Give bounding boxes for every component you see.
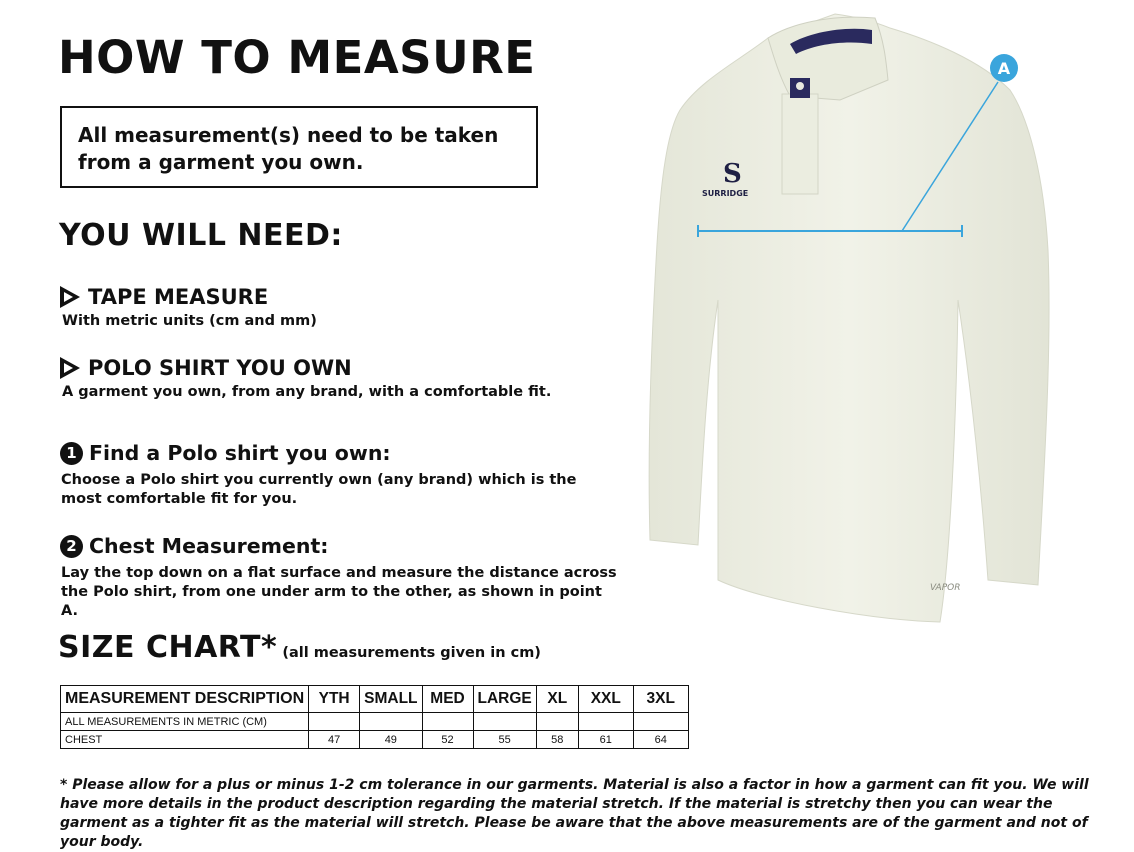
shirt-body xyxy=(649,14,1049,622)
step-number-badge: 1 xyxy=(60,442,83,465)
table-cell: 52 xyxy=(422,731,473,749)
play-triangle-icon xyxy=(60,357,80,379)
size-chart-subtitle: (all measurements given in cm) xyxy=(282,645,541,661)
table-cell: CHEST xyxy=(61,731,309,749)
brand-logo: S xyxy=(723,159,742,189)
table-cell: 55 xyxy=(473,731,536,749)
table-cell xyxy=(360,713,422,731)
sleeve-mark: VAPOR xyxy=(930,583,961,593)
column-header: MED xyxy=(422,686,473,713)
step-title: Chest Measurement: xyxy=(89,534,329,558)
size-chart-table xyxy=(60,685,689,749)
step-desc: Lay the top down on a flat surface and measure the distance across the Polo shirt, from one under arm to the other, as shown in point A. xyxy=(61,565,617,619)
play-triangle-icon xyxy=(60,286,80,308)
table-cell xyxy=(422,713,473,731)
table-header-row xyxy=(61,686,689,713)
shirt-collar xyxy=(768,17,888,100)
page-title: HOW TO MEASURE xyxy=(58,31,536,84)
placket xyxy=(782,94,818,194)
table-cell xyxy=(578,713,633,731)
brand-name: SURRIDGE xyxy=(702,189,749,198)
column-header: LARGE xyxy=(473,686,536,713)
table-row xyxy=(61,713,689,731)
size-chart-heading xyxy=(58,630,541,665)
table-row xyxy=(61,731,689,749)
size-chart-title: SIZE CHART* xyxy=(58,630,278,665)
column-header: MEASUREMENT DESCRIPTION xyxy=(61,686,309,713)
step-title: Find a Polo shirt you own: xyxy=(89,441,391,465)
column-header: XXL xyxy=(578,686,633,713)
column-header: 3XL xyxy=(633,686,688,713)
step-number-badge: 2 xyxy=(60,535,83,558)
requirement-title: POLO SHIRT YOU OWN xyxy=(88,356,352,380)
shirt-illustration xyxy=(640,0,1080,640)
table-cell xyxy=(633,713,688,731)
notice-box: All measurement(s) need to be taken from a garment you own. xyxy=(60,106,538,188)
column-header: XL xyxy=(536,686,578,713)
requirement-polo-shirt xyxy=(60,356,620,400)
button-icon xyxy=(796,82,804,90)
table-cell: 58 xyxy=(536,731,578,749)
requirement-title: TAPE MEASURE xyxy=(88,285,269,309)
footnote: * Please allow for a plus or minus 1-2 cm tolerance in our garments. Material is also a factor in how a garment can fit you. We will have more details in the product description regarding the material stretch. If the material is stretchy then you can wear the garment as a tighter fit as the material will stretch. Please be aware that the above measurements are of the garment and not of your body. xyxy=(60,777,1089,850)
table-cell: 47 xyxy=(309,731,360,749)
table-cell: 61 xyxy=(578,731,633,749)
column-header: SMALL xyxy=(360,686,422,713)
requirement-tape-measure xyxy=(60,285,620,329)
table-cell: ALL MEASUREMENTS IN METRIC (CM) xyxy=(61,713,309,731)
column-header: YTH xyxy=(309,686,360,713)
step-desc: Choose a Polo shirt you currently own (any brand) which is the most comfortable fit for you. xyxy=(61,472,577,507)
requirement-desc: A garment you own, from any brand, with a comfortable fit. xyxy=(62,384,552,400)
step-chest-measurement xyxy=(60,534,620,621)
table-cell xyxy=(536,713,578,731)
requirement-desc: With metric units (cm and mm) xyxy=(62,313,317,329)
table-cell xyxy=(309,713,360,731)
point-a-label: A xyxy=(997,59,1011,78)
table-cell: 64 xyxy=(633,731,688,749)
table-cell: 49 xyxy=(360,731,422,749)
table-cell xyxy=(473,713,536,731)
you-will-need-heading: YOU WILL NEED: xyxy=(59,218,343,253)
step-find-polo xyxy=(60,441,620,509)
